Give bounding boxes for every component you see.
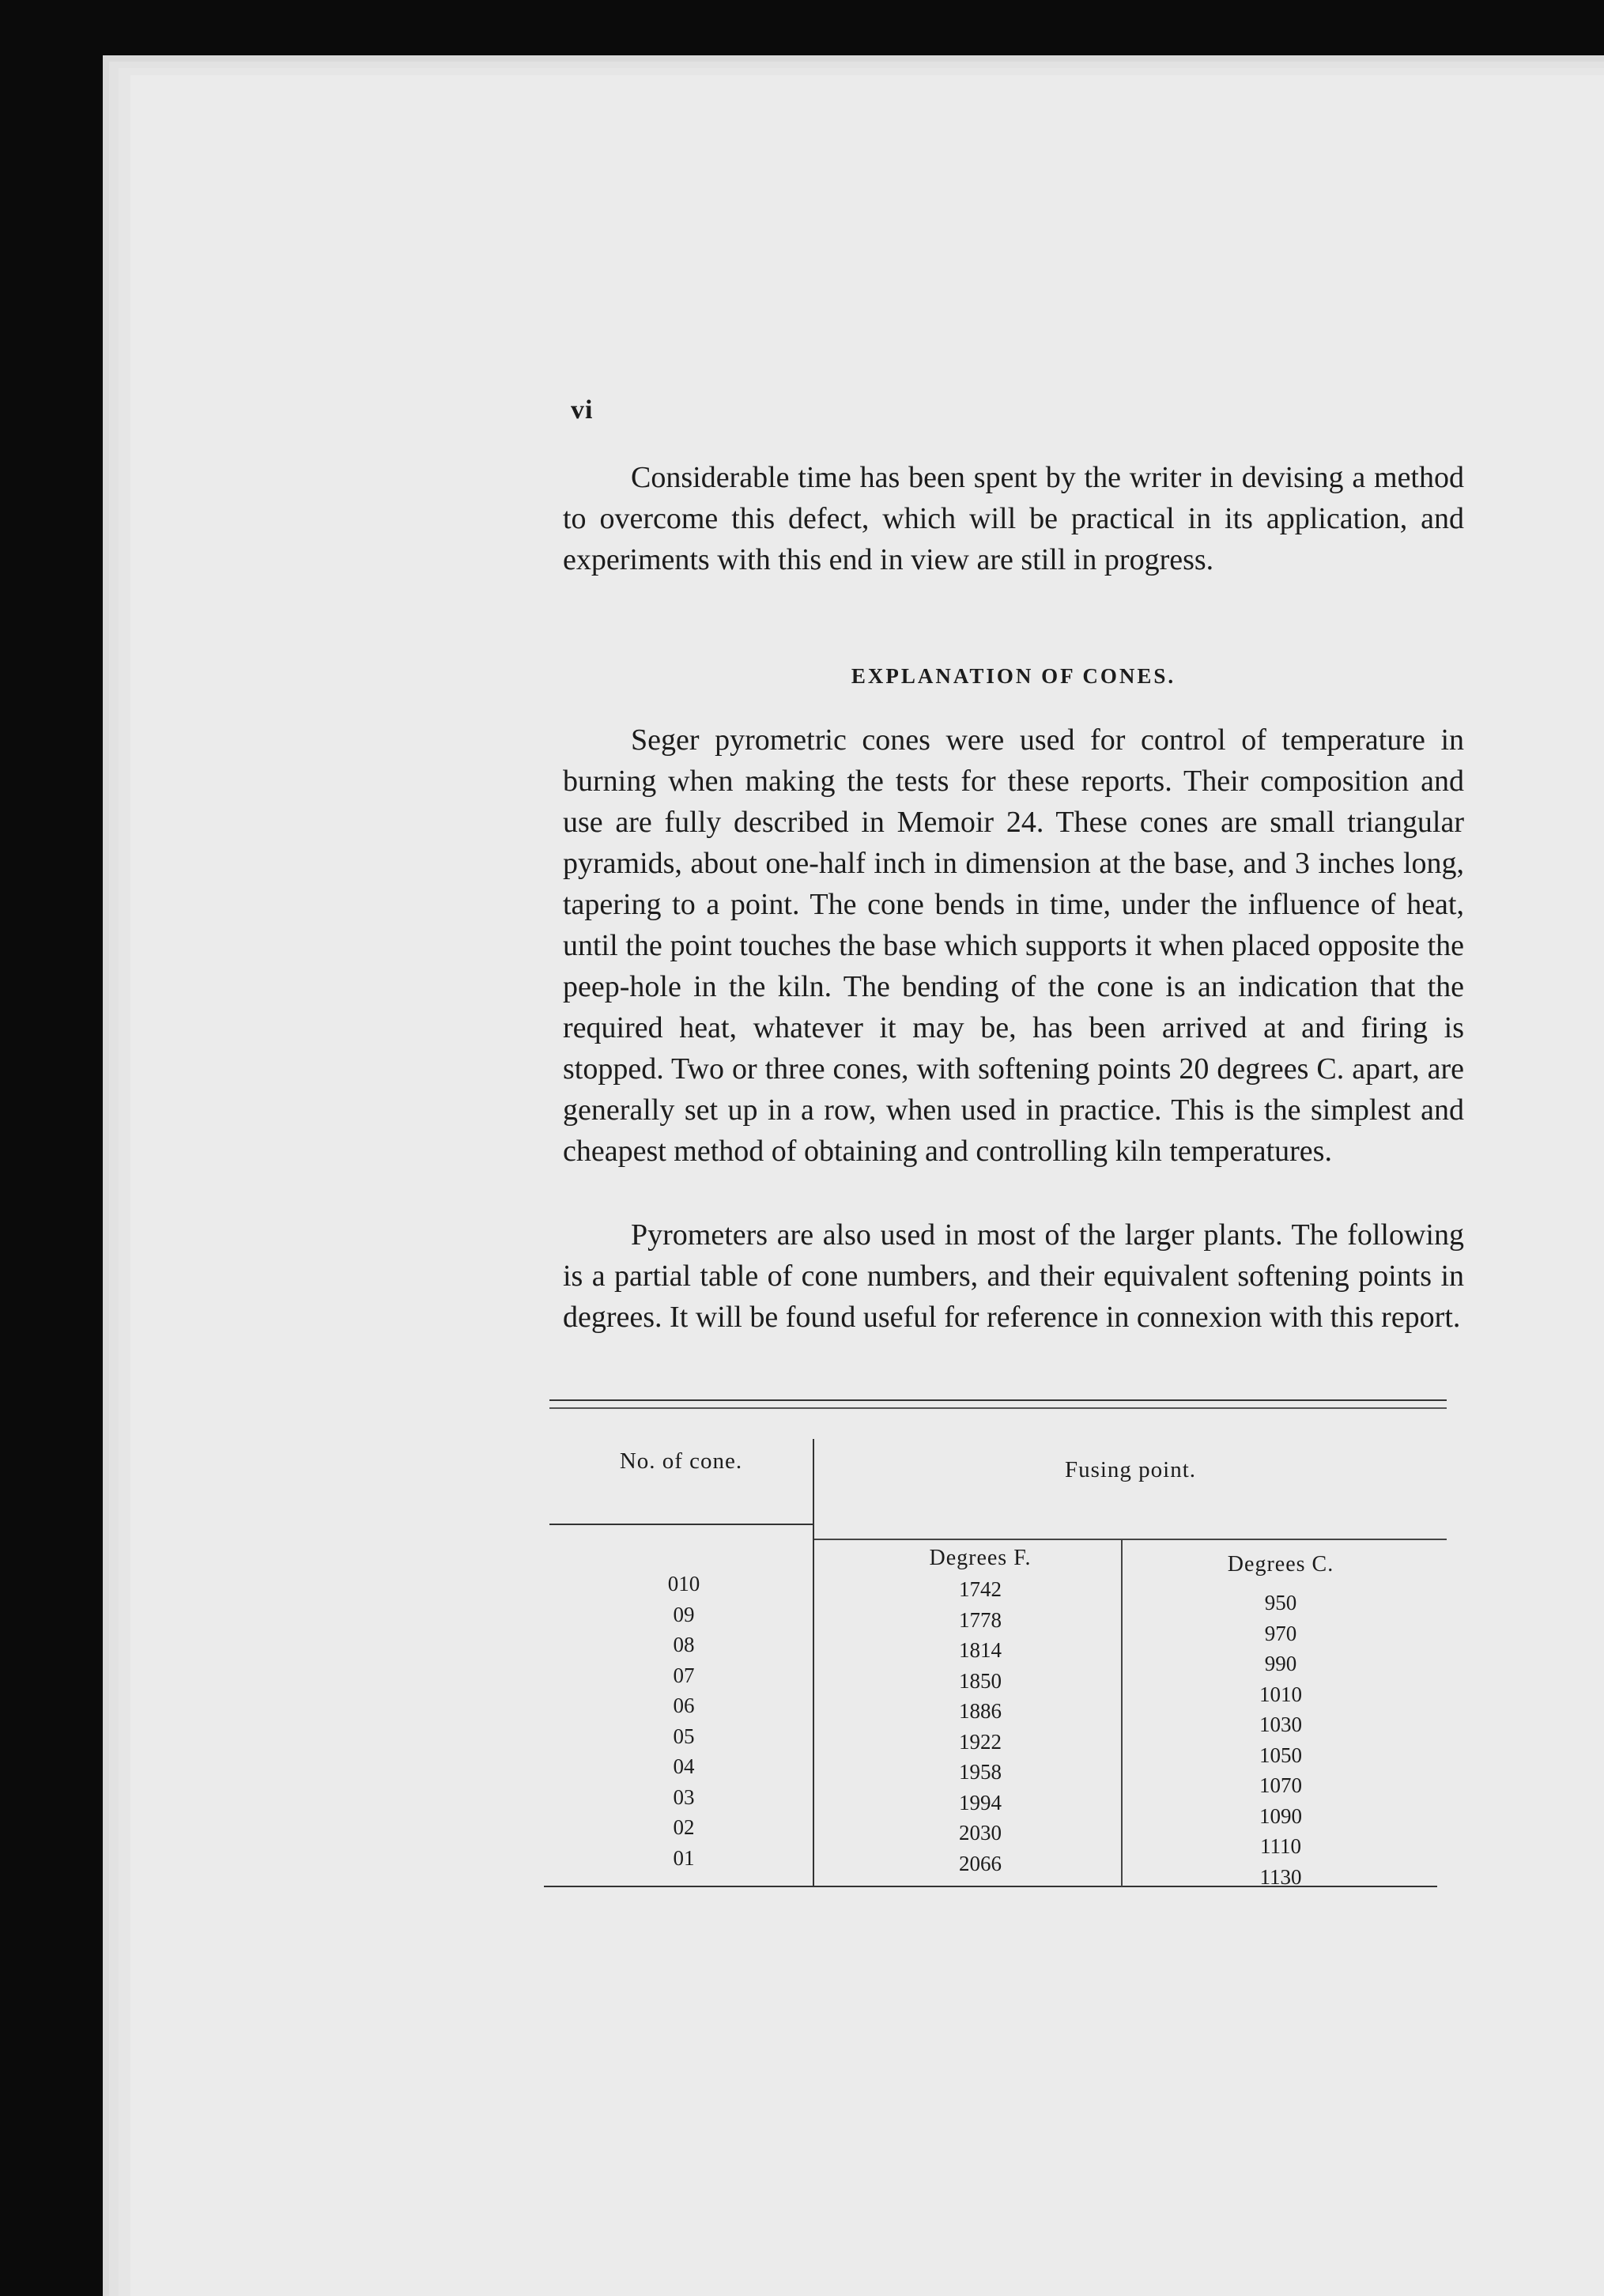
degrees-f-cell: 1850 bbox=[959, 1668, 1002, 1693]
cone-number-cell: 04 bbox=[673, 1754, 695, 1778]
cone-number-cell: 06 bbox=[673, 1694, 695, 1717]
degrees-c-cell: 1050 bbox=[1259, 1743, 1302, 1767]
cone-number-cell: 05 bbox=[673, 1724, 695, 1748]
header-cone-number: No. of cone. bbox=[619, 1448, 743, 1474]
cone-number-cell: 03 bbox=[673, 1784, 695, 1809]
degrees-c-cell: 1030 bbox=[1259, 1713, 1302, 1736]
table-top-rule bbox=[549, 1399, 1447, 1401]
cone-number-cell: 09 bbox=[673, 1602, 695, 1626]
degrees-c-cell: 1110 bbox=[1260, 1834, 1301, 1858]
cone-number-cell: 01 bbox=[673, 1845, 695, 1870]
degrees-f-cell: 1922 bbox=[959, 1729, 1002, 1754]
header-degrees-c: Degrees C. bbox=[1227, 1552, 1334, 1577]
cone-number-cell: 02 bbox=[673, 1815, 695, 1839]
degrees-c-cell: 990 bbox=[1264, 1652, 1297, 1675]
table-column-divider bbox=[813, 1439, 814, 1886]
degrees-f-cell: 2066 bbox=[959, 1851, 1002, 1875]
degrees-c-cell: 970 bbox=[1264, 1621, 1297, 1645]
degrees-c-cell: 1130 bbox=[1259, 1864, 1302, 1889]
degrees-f-cell: 1814 bbox=[959, 1638, 1002, 1662]
page-number: vi bbox=[571, 395, 594, 425]
book-page bbox=[130, 75, 1604, 2296]
degrees-c-cell: 1090 bbox=[1259, 1803, 1302, 1828]
intro-paragraph: Considerable time has been spent by the writer in devising a method to overcome this defect, which will be practical in its application, and experiments with this end in view are still in progress. bbox=[563, 461, 1464, 576]
header-fusing-point: Fusing point. bbox=[1064, 1457, 1197, 1482]
cones-paragraph: Seger pyrometric cones were used for control of temperature in burning when making the tests for these reports. Their composition and use are fully described in Memoir 24. These cones are small triangular pyramids, about one-half inch in dimension at the base, and 3 inches long, tapering to a point. The cone bends in time, under the influence of heat, until the point touches the base which supports it when placed opposite the peep-hole in the kiln. The bending of the cone is an indication that the required heat, whatever it may be, has been arrived at and firing is stopped. Two or three cones, with softening points 20 degrees C. apart, are generally set up in a row, when used in practice. This is the simplest and cheapest method of obtaining and controlling kiln temperatures. bbox=[563, 723, 1464, 1168]
cone-number-cell: 010 bbox=[667, 1572, 700, 1595]
table-header-rule bbox=[549, 1524, 814, 1525]
cone-number-cell: 08 bbox=[673, 1633, 695, 1656]
table-subheader-rule bbox=[814, 1539, 1447, 1540]
table-column-divider bbox=[1121, 1539, 1123, 1886]
degrees-f-column bbox=[917, 1574, 1044, 1879]
degrees-c-cell: 1070 bbox=[1259, 1773, 1302, 1797]
degrees-c-cell: 1010 bbox=[1259, 1682, 1302, 1706]
degrees-c-column bbox=[1217, 1588, 1344, 1892]
degrees-f-cell: 1958 bbox=[959, 1760, 1002, 1784]
cone-number-column bbox=[617, 1569, 751, 1873]
degrees-f-cell: 2030 bbox=[959, 1821, 1002, 1845]
degrees-f-cell: 1886 bbox=[959, 1699, 1002, 1723]
header-degrees-f: Degrees F. bbox=[929, 1546, 1032, 1570]
cone-number-cell: 07 bbox=[673, 1663, 695, 1687]
degrees-c-cell: 950 bbox=[1264, 1591, 1297, 1614]
degrees-f-cell: 1994 bbox=[959, 1790, 1002, 1815]
table-top-rule bbox=[549, 1407, 1447, 1409]
section-heading: EXPLANATION OF CONES. bbox=[851, 664, 1176, 688]
degrees-f-cell: 1742 bbox=[959, 1577, 1002, 1601]
pyrometers-paragraph: Pyrometers are also used in most of the larger plants. The following is a partial table of cone numbers, and their equivalent softening points in degrees. It will be found useful for reference in connexion with this report. bbox=[563, 1218, 1464, 1334]
degrees-f-cell: 1778 bbox=[959, 1607, 1002, 1632]
